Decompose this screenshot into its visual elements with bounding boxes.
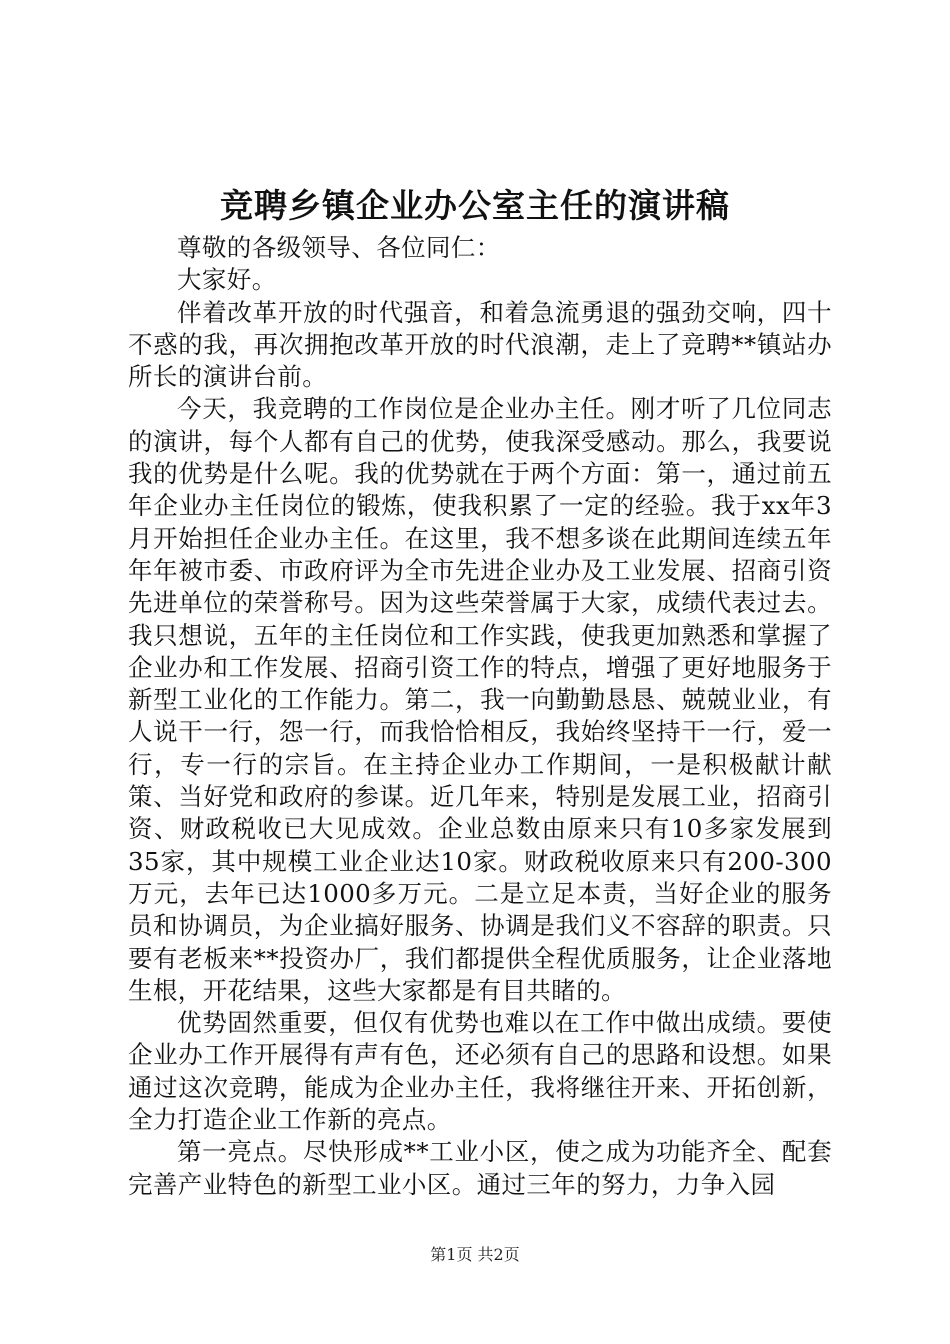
paragraph: 伴着改革开放的时代强音，和着急流勇退的强劲交响，四十不惑的我，再次拥抱改革开放的时代浪潮，走上了竞聘**镇站办所长的演讲台前。 [128, 297, 832, 392]
paragraph: 今天，我竞聘的工作岗位是企业办主任。刚才听了几位同志的演讲，每个人都有自己的优势，使我深受感动。那么，我要说我的优势是什么呢。我的优势就在于两个方面：第一，通过前五年企业办主任岗位的锻炼，使我积累了一定的经验。我于xx年3月开始担任企业办主任。在这里，我不想多谈在此期间连续五年年年被市委、市政府评为全市先进企业办及工业发展、招商引资先进单位的荣誉称号。因为这些荣誉属于大家，成绩代表过去。我只想说，五年的主任岗位和工作实践，使我更加熟悉和掌握了企业办和工作发展、招商引资工作的特点，增强了更好地服务于新型工业化的工作能力。第二，我一向勤勤恳恳、兢兢业业，有人说干一行，怨一行，而我恰恰相反，我始终坚持干一行，爱一行，专一行的宗旨。在主持企业办工作期间，一是积极献计献策、当好党和政府的参谋。近几年来，特别是发展工业，招商引资、财政税收已大见成效。企业总数由原来只有10多家发展到35家，其中规模工业企业达10家。财政税收原来只有200-300万元，去年已达1000多万元。二是立足本责，当好企业的服务员和协调员，为企业搞好服务、协调是我们义不容辞的职责。只要有老板来**投资办厂，我们都提供全程优质服务，让企业落地生根，开花结果，这些大家都是有目共睹的。 [128, 394, 832, 1005]
document-body [128, 232, 832, 1201]
salutation: 尊敬的各级领导、各位同仁： [177, 233, 501, 262]
document-title: 竞聘乡镇企业办公室主任的演讲稿 [220, 186, 730, 225]
greeting: 大家好。 [177, 265, 277, 295]
page-number-footer: 第1页 共2页 [430, 1245, 520, 1264]
paragraph: 优势固然重要，但仅有优势也难以在工作中做出成绩。要使企业办工作开展得有声有色，还必须有自己的思路和设想。如果通过这次竞聘，能成为企业办主任，我将继往开来、开拓创新，全力打造企业工作新的亮点。 [128, 1008, 832, 1135]
paragraph: 第一亮点。尽快形成**工业小区，使之成为功能齐全、配套完善产业特色的新型工业小区。通过三年的努力，力争入园 [128, 1137, 832, 1199]
